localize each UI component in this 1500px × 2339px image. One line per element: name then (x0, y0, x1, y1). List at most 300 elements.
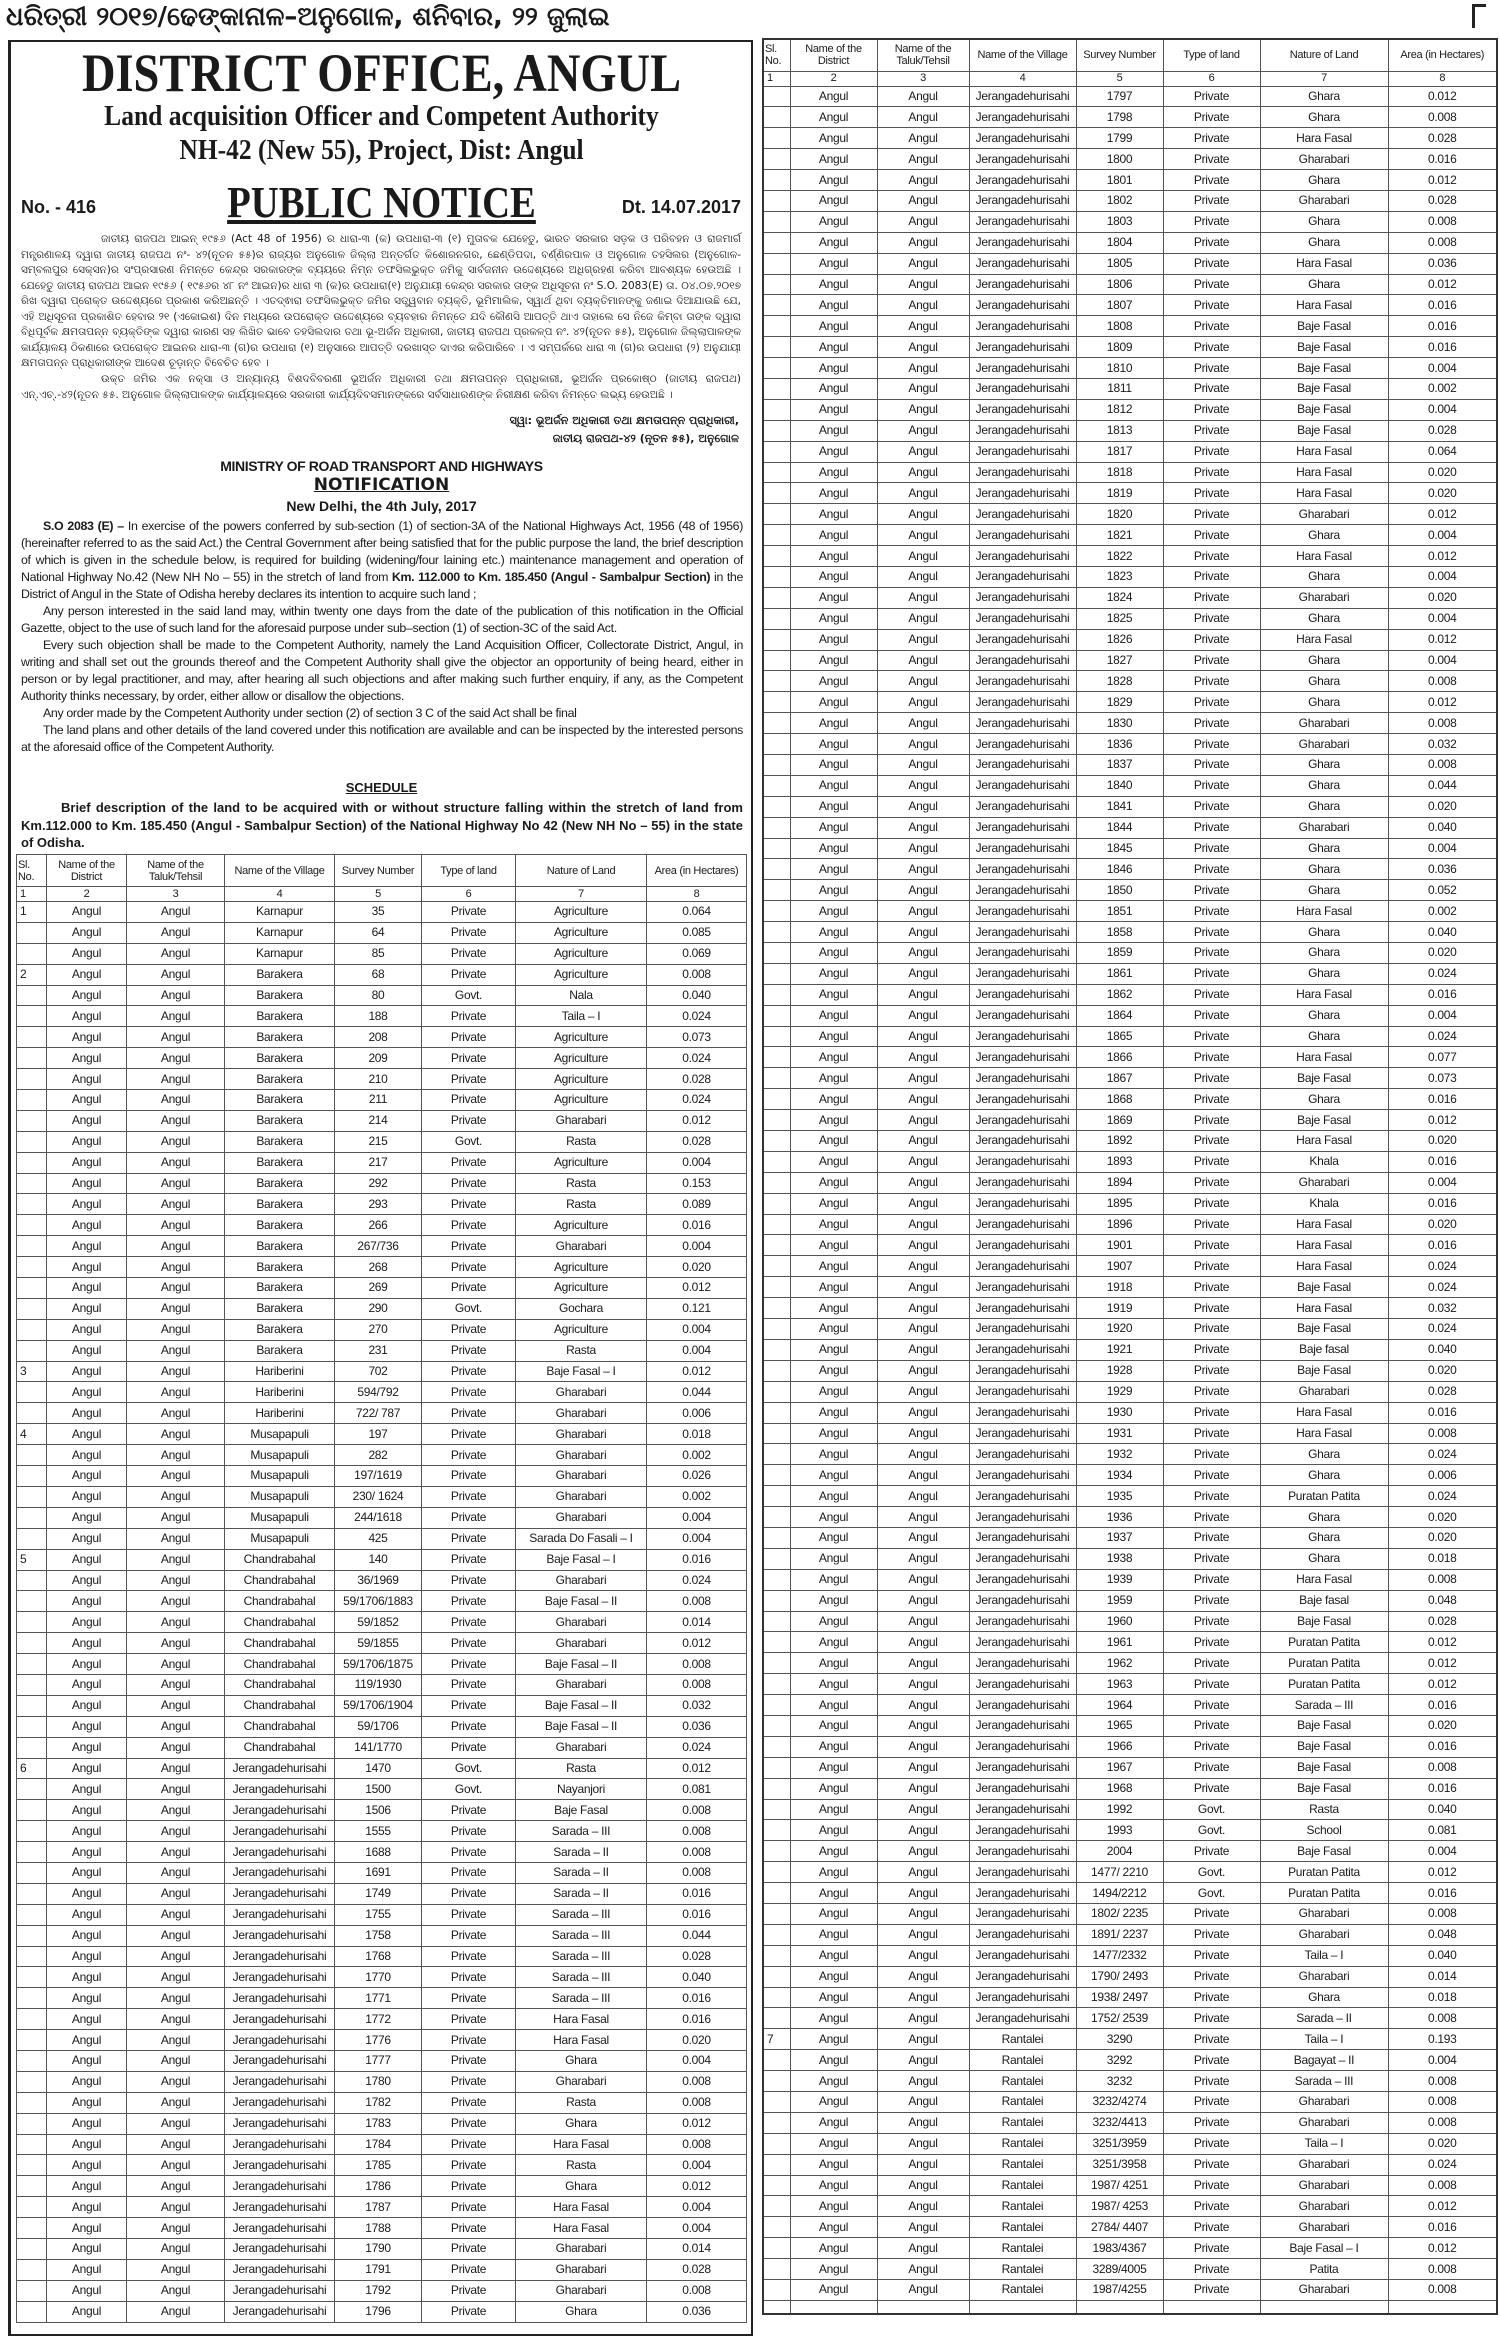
cell-sl-no (17, 2301, 47, 2322)
cell-land-type: Private (422, 1194, 516, 1215)
cell-area: 0.012 (647, 2113, 747, 2134)
cell-land-type: Private (1163, 2029, 1260, 2050)
column-number: 4 (225, 887, 335, 902)
cell-area: 0.121 (647, 1298, 747, 1319)
cell-taluk: Angul (127, 1946, 225, 1967)
cell-village: Barakera (225, 1278, 335, 1299)
cell-district: Angul (790, 1172, 877, 1193)
table-row (763, 2071, 1497, 2092)
cell-land-nature: Hara Fasal (1260, 984, 1388, 1005)
table-row (763, 1778, 1497, 1799)
notification-body (21, 518, 743, 756)
cell-survey-number: 3251/3959 (1076, 2133, 1163, 2154)
column-number: 1 (763, 71, 790, 86)
cell-land-type: Private (1163, 2071, 1260, 2092)
cell-village: Jerangadehurisahi (969, 901, 1076, 922)
cell-area: 0.024 (647, 1090, 747, 1111)
cell-district: Angul (47, 1424, 127, 1445)
cell-survey-number: 1768 (335, 1946, 422, 1967)
cell-land-type: Private (1163, 922, 1260, 943)
cell-district: Angul (790, 2029, 877, 2050)
cell-survey-number: 1783 (335, 2113, 422, 2134)
cell-land-nature: Ghara (1260, 1548, 1388, 1569)
cell-land-nature: Agriculture (516, 1069, 647, 1090)
cell-district: Angul (790, 232, 877, 253)
cell-district: Angul (47, 2134, 127, 2155)
cell-land-nature: Nayanjori (516, 1779, 647, 1800)
table-row (17, 1027, 747, 1048)
cell-area: 0.012 (1388, 1674, 1497, 1695)
cell-sl-no (763, 838, 790, 859)
cell-sl-no (763, 295, 790, 316)
cell-land-type: Private (422, 1507, 516, 1528)
cell-land-nature: Puratan Patita (1260, 1674, 1388, 1695)
cell-area: 0.036 (1388, 859, 1497, 880)
cell-land-nature: Ghara (1260, 274, 1388, 295)
cell-area: 0.024 (1388, 1026, 1497, 1047)
table-row (763, 1110, 1497, 1131)
cell-land-nature: Rasta (1260, 1799, 1388, 1820)
cell-area: 0.008 (1388, 713, 1497, 734)
cell-district: Angul (47, 1862, 127, 1883)
cell-sl-no (763, 1799, 790, 1820)
cell-area: 0.002 (1388, 378, 1497, 399)
cell-land-type: Private (422, 1215, 516, 1236)
cell-village: Jerangadehurisahi (969, 1298, 1076, 1319)
cell-land-nature: Ghara (1260, 755, 1388, 776)
cell-land-type: Private (1163, 713, 1260, 734)
cell-land-type: Private (422, 1069, 516, 1090)
cell-land-nature: Agriculture (516, 1319, 647, 1340)
table-row (17, 1445, 747, 1466)
cell-village: Barakera (225, 1048, 335, 1069)
cell-taluk: Angul (127, 1236, 225, 1257)
cell-land-type: Private (1163, 1632, 1260, 1653)
cell-survey-number: 1826 (1076, 629, 1163, 650)
cell-survey-number: 1804 (1076, 232, 1163, 253)
table-row (17, 2218, 747, 2239)
cell-sl-no (17, 2197, 47, 2218)
cell-sl-no (763, 1005, 790, 1026)
cell-taluk: Angul (877, 1611, 969, 1632)
cell-survey-number: 1819 (1076, 483, 1163, 504)
cell-land-nature: Gharabari (1260, 2092, 1388, 2113)
table-row (763, 1507, 1497, 1528)
cell-sl-no (763, 1903, 790, 1924)
cell-district: Angul (790, 1131, 877, 1152)
cell-district: Angul (47, 1069, 127, 1090)
cell-land-nature: Hara Fasal (1260, 128, 1388, 149)
cell-sl-no (763, 1214, 790, 1235)
cell-survey-number: 269 (335, 1278, 422, 1299)
table-row (17, 1570, 747, 1591)
cell-sl-no (763, 1465, 790, 1486)
cell-land-nature: Gharabari (1260, 734, 1388, 755)
cell-sl-no (763, 190, 790, 211)
cell-survey-number: 1822 (1076, 546, 1163, 567)
cell-taluk: Angul (877, 2112, 969, 2133)
cell-land-type: Private (1163, 608, 1260, 629)
cell-village: Jerangadehurisahi (969, 1172, 1076, 1193)
cell-land-type: Private (422, 1466, 516, 1487)
table-row (763, 1903, 1497, 1924)
cell-district: Angul (790, 1423, 877, 1444)
cell-survey-number: 1918 (1076, 1277, 1163, 1298)
cell-district: Angul (47, 1967, 127, 1988)
paragraph-text: In exercise of the powers conferred by sub-section (1) of section-3A of the National Highways Act, 1956 (48 of 1956) (hereinafter referred to as the said Act.) the Central Government after being satisfied that for the public purpose the land, the brief description of which is given in the schedule below, is required for building (widening/four laining etc.) maintenance management and operation of National Highway No.42 (New NH No – 55) in the stretch of land from (21, 519, 743, 584)
cell-village: Jerangadehurisahi (969, 1360, 1076, 1381)
cell-survey-number: 1796 (335, 2301, 422, 2322)
cell-district: Angul (790, 420, 877, 441)
cell-sl-no (763, 2154, 790, 2175)
cell-village: Jerangadehurisahi (225, 1904, 335, 1925)
column-number: 4 (969, 71, 1076, 86)
cell-area: 0.040 (1388, 922, 1497, 943)
table-row (763, 420, 1497, 441)
cell-land-nature: Gharabari (516, 2280, 647, 2301)
cell-village: Chandrabahal (225, 1654, 335, 1675)
cell-taluk: Angul (127, 2134, 225, 2155)
cell-area: 0.002 (647, 1486, 747, 1507)
cell-village: Jerangadehurisahi (969, 546, 1076, 567)
cell-sl-no (17, 1862, 47, 1883)
cell-survey-number: 59/1706/1883 (335, 1591, 422, 1612)
cell-area: 0.028 (1388, 128, 1497, 149)
cell-village: Jerangadehurisahi (969, 211, 1076, 232)
cell-area: 0.014 (647, 2239, 747, 2260)
cell-district: Angul (47, 1340, 127, 1361)
cell-survey-number: 1780 (335, 2071, 422, 2092)
cell-district: Angul (790, 2154, 877, 2175)
cell-sl-no (763, 504, 790, 525)
odia-paragraph-1: ଜାତୀୟ ରାଜପଥ ଆଇନ୍ ୧୯୫୬ (Act 48 of 1956) ର ଧାରା-୩ (କ) ଉପଧାରା-୩ (୧) ମୁତାବକ ଯେହେତୁ, ଭାରତ ସରକାର ସଡ଼କ ଓ ପରିବହନ ଓ ରାଜମାର୍ଗ ମନ୍ତ୍ରଣାଳୟ ଦ୍ୱାରା ଜାତୀୟ ରାଜପଥ ନଂ- ୪୨(ନୂତନ ୫୫)ର ରାଜ୍ୟର ଅନୁଗୋଳ ଜିଲ୍ଲା ଅନ୍ତର୍ଗତ କିଶୋରନଗର, ଛେଣ୍ଡିପଦା, ବର୍ଣ୍ଣିରପାଳ ଓ ଅନୁଗୋଳ ତହସିଲର (ଅନୁଗୋଳ-ସମ୍ବଲପୁର ସେକ୍ସନ)ର ସଂପ୍ରସାରଣ ନିମନ୍ତେ କେନ୍ଦ୍ର ସରକାରଙ୍କ ବ୍ୟୟରେ ନିମ୍ନ ତଫସିଲଭୁକ୍ତ ଜମିକୁ ସାର୍ବଜନୀନ ଉଦ୍ଦେଶ୍ୟରେ ଅଧିଗ୍ରହଣ କରିବା ଆବଶ୍ୟକ ହେଉଅଛି । ଯେହେତୁ ଜାତୀୟ ରାଜପଥ ଆଇନ ୧୯୫୬ ( ୧୯୫୬ର ୪୮ ନଂ ଆଇନ)ର ଧାରା ୩ (କ)ର ଉପଧାରା(୧) ଅନୁଯାୟୀ କେନ୍ଦ୍ର ସରକାର ତାଙ୍କ ଅଧିସୂଚନା ନଂ S.O. 2083(E) ତା. ୦୪.୦୭.୨୦୧୭ ରିଖ ଦ୍ୱାରା ପ୍ରୋକ୍ତ ଉଦ୍ଦେଶ୍ୟରେ ପ୍ରକାଶ କରିଅଛନ୍ତି । ଏତଦ୍ଵାରା ତଫସିଲଭୁକ୍ତ ଜମିର ସତ୍ତ୍ୱବାନ ବ୍ୟକ୍ତି, ଭୂମିମାଲିକ, ସ୍ୱାର୍ଥ ଥିବା ବ୍ୟକ୍ତିମାନଙ୍କୁ ଜଣାଇ ଦିଆଯାଉଛି ଯେ, ଏହି ଅଧିସୂଚନା ପ୍ରକାଶିତ ହେବାର ୨୧ (ଏକୋଇଶ) ଦିନ ମଧ୍ୟରେ ଉପରୋକ୍ତ ଉଦ୍ଦେଶ୍ୟରେ ବ୍ୟବହାର ନିମନ୍ତେ ଯଦି କୌଣସି ଆପତ୍ତି ଥାଏ ତାହାଲେ ସେ ନିଜେ କିମ୍ବା ତାଙ୍କ ଦ୍ୱାରା ବିଧିପୂର୍ବକ କ୍ଷମତାପନ୍ନ ବ୍ୟକ୍ତିଙ୍କ ଦ୍ୱାରା କାରଣ ସହ ଲିଖିତ ଭାବେ ତହସିଲଦାର ତଥା ଭୂ-ଅର୍ଜନ ଅଧିକାରୀ, ଜାତୀୟ ରାଜପଥ ପ୍ରକଳ୍ପ ନଂ. ୪୨(ନୂତନ ୫୫), ଅନୁଗୋଳ ଜିଲ୍ଲାପାଳଙ୍କ କାର୍ଯ୍ୟାଳୟ ଠିକଣାରେ ଉପରୋକ୍ତ ଆଇନର ଧାରା-୩ (ଗ)ର ଉପଧାରା (୧) ଅନୁସାରେ ଆପତ୍ତି ଦରଖାସ୍ତ ଦାଏର କରିପାରିବେ । ଏ ସମ୍ପର୍କରେ ଧାରା ୩ (ଗ)ର ଉପଧାରା (୨) ଅନୁଯାୟୀ କ୍ଷମତାପନ୍ନ ପ୍ରାଧିକାରୀଙ୍କ ଆଦେଶ ଚୂଡ଼ାନ୍ତ ବିବେଚିତ ହେବ । (21, 233, 741, 369)
cell-sl-no (17, 1173, 47, 1194)
cell-land-type: Private (1163, 1444, 1260, 1465)
cell-area: 0.020 (647, 1257, 747, 1278)
table-row (17, 985, 747, 1006)
cell-village: Barakera (225, 1090, 335, 1111)
cell-land-type: Private (1163, 1214, 1260, 1235)
cell-land-type: Private (1163, 1026, 1260, 1047)
cell-village: Barakera (225, 1340, 335, 1361)
cell-area: 0.016 (647, 1215, 747, 1236)
cell-land-nature: Bagayat – II (1260, 2050, 1388, 2071)
cell-sl-no (763, 2175, 790, 2196)
cell-taluk: Angul (127, 1194, 225, 1215)
cell-land-type: Private (1163, 2196, 1260, 2217)
cell-land-type: Private (1163, 1527, 1260, 1548)
cell-area: 0.004 (1388, 1005, 1497, 1026)
table-row (763, 1214, 1497, 1235)
table-row (17, 2259, 747, 2280)
cell-land-nature: Rasta (516, 1131, 647, 1152)
cell-sl-no (763, 692, 790, 713)
cell-district: Angul (47, 2092, 127, 2113)
table-row (763, 838, 1497, 859)
cell-area: 0.008 (1388, 107, 1497, 128)
cell-area: 0.020 (1388, 1131, 1497, 1152)
cell-survey-number: 1688 (335, 1842, 422, 1863)
cell-area: 0.036 (647, 1716, 747, 1737)
cell-area: 0.024 (1388, 2154, 1497, 2175)
cell-land-type: Private (1163, 1256, 1260, 1277)
column-header-area: Area (in Hectares) (1388, 39, 1497, 71)
table-row (763, 2092, 1497, 2113)
cell-district: Angul (790, 1632, 877, 1653)
cell-land-nature: Agriculture (516, 1152, 647, 1173)
table-row (763, 1548, 1497, 1569)
cell-survey-number: 1787 (335, 2197, 422, 2218)
cell-land-nature: Hara Fasal (516, 2197, 647, 2218)
cell-land-nature: Hara Fasal (1260, 1256, 1388, 1277)
cell-taluk: Angul (127, 943, 225, 964)
column-number: 5 (1076, 71, 1163, 86)
table-row (763, 1005, 1497, 1026)
cell-district: Angul (790, 149, 877, 170)
cell-district: Angul (47, 2176, 127, 2197)
cell-land-type: Private (1163, 107, 1260, 128)
cell-taluk: Angul (877, 1924, 969, 1945)
cell-district: Angul (790, 796, 877, 817)
cell-village: Jerangadehurisahi (969, 1277, 1076, 1298)
cell-district: Angul (790, 441, 877, 462)
table-row (763, 1862, 1497, 1883)
cell-area: 0.036 (1388, 253, 1497, 274)
cell-sl-no (763, 566, 790, 587)
cell-taluk: Angul (877, 525, 969, 546)
table-row (763, 2175, 1497, 2196)
cell-taluk: Angul (877, 1235, 969, 1256)
cell-survey-number: 1992 (1076, 1799, 1163, 1820)
cell-area: 0.008 (647, 2134, 747, 2155)
cell-land-type: Private (1163, 378, 1260, 399)
cell-area: 0.006 (647, 1403, 747, 1424)
cell-district: Angul (47, 1946, 127, 1967)
cell-land-type: Private (1163, 775, 1260, 796)
cell-district: Angul (790, 2196, 877, 2217)
cell-land-type: Private (1163, 420, 1260, 441)
cell-area: 0.008 (1388, 1757, 1497, 1778)
cell-taluk: Angul (877, 2008, 969, 2029)
column-header-sl-no: Sl. No. (763, 39, 790, 71)
cell-taluk: Angul (127, 1215, 225, 1236)
cell-land-type: Govt. (422, 1758, 516, 1779)
cell-land-nature: Baje Fasal – II (516, 1695, 647, 1716)
cell-village: Karnapur (225, 922, 335, 943)
cell-sl-no (763, 734, 790, 755)
table-row (17, 1215, 747, 1236)
cell-village: Musapapuli (225, 1424, 335, 1445)
cell-district: Angul (47, 2301, 127, 2322)
cell-land-nature: Gharabari (516, 1445, 647, 1466)
cell-land-nature: Sarada – II (1260, 2008, 1388, 2029)
cell-sl-no (17, 1988, 47, 2009)
cell-land-type: Private (1163, 2280, 1260, 2301)
cell-taluk: Angul (877, 1548, 969, 1569)
cell-sl-no (763, 337, 790, 358)
cell-district: Angul (790, 1757, 877, 1778)
column-header-land-nature: Nature of Land (1260, 39, 1388, 71)
cell-sl-no (17, 1737, 47, 1758)
cell-land-type: Private (1163, 943, 1260, 964)
cell-sl-no (763, 232, 790, 253)
cell-district: Angul (790, 378, 877, 399)
cell-taluk: Angul (877, 2029, 969, 2050)
cell-sl-no: 7 (763, 2029, 790, 2050)
cell-survey-number: 1966 (1076, 1736, 1163, 1757)
cell-village: Barakera (225, 1319, 335, 1340)
cell-sl-no (763, 963, 790, 984)
cell-survey-number: 1891/ 2237 (1076, 1924, 1163, 1945)
cell-taluk: Angul (877, 1507, 969, 1528)
cell-district: Angul (790, 462, 877, 483)
cell-taluk: Angul (877, 253, 969, 274)
table-row (763, 1820, 1497, 1841)
cell-village: Jerangadehurisahi (969, 1026, 1076, 1047)
cell-area: 0.040 (647, 985, 747, 1006)
cell-sl-no (763, 608, 790, 629)
cell-survey-number: 1555 (335, 1821, 422, 1842)
cell-land-nature: Baje Fasal – I (516, 1361, 647, 1382)
cell-district: Angul (47, 964, 127, 985)
cell-survey-number: 1817 (1076, 441, 1163, 462)
cell-area: 0.012 (1388, 692, 1497, 713)
cell-area: 0.012 (647, 1110, 747, 1131)
cell-sl-no (763, 1026, 790, 1047)
cell-taluk: Angul (877, 399, 969, 420)
cell-district: Angul (47, 985, 127, 1006)
cell-village: Jerangadehurisahi (969, 1674, 1076, 1695)
cell-survey-number: 1776 (335, 2030, 422, 2051)
cell-sl-no (763, 1883, 790, 1904)
cell-area: 0.008 (1388, 671, 1497, 692)
blank-cell (1388, 2300, 1497, 2314)
cell-village: Jerangadehurisahi (225, 2092, 335, 2113)
column-header-sl-no: Sl. No. (17, 855, 47, 887)
cell-village: Jerangadehurisahi (969, 378, 1076, 399)
cell-land-nature: Patita (1260, 2259, 1388, 2280)
cell-land-nature: Gharabari (516, 2239, 647, 2260)
cell-land-type: Private (1163, 2133, 1260, 2154)
cell-taluk: Angul (127, 1152, 225, 1173)
cell-area: 0.024 (1388, 1277, 1497, 1298)
cell-land-type: Private (422, 902, 516, 923)
cell-sl-no (763, 170, 790, 191)
cell-area: 0.014 (1388, 1966, 1497, 1987)
cell-taluk: Angul (127, 1925, 225, 1946)
table-row (763, 1235, 1497, 1256)
cell-land-type: Private (1163, 1360, 1260, 1381)
cell-land-nature: Gharabari (516, 1466, 647, 1487)
cell-area: 0.016 (1388, 984, 1497, 1005)
cell-area: 0.008 (647, 1800, 747, 1821)
column-number: 6 (1163, 71, 1260, 86)
cell-area: 0.004 (647, 1319, 747, 1340)
cell-area: 0.020 (1388, 1214, 1497, 1235)
cell-survey-number: 722/ 787 (335, 1403, 422, 1424)
table-row (763, 358, 1497, 379)
cell-village: Jerangadehurisahi (225, 2071, 335, 2092)
cell-sl-no (17, 2134, 47, 2155)
cell-district: Angul (47, 1403, 127, 1424)
cell-land-nature: Hara Fasal (516, 2030, 647, 2051)
table-row (17, 1674, 747, 1695)
cell-land-nature: Gharabari (1260, 713, 1388, 734)
cell-survey-number: 1892 (1076, 1131, 1163, 1152)
cell-land-nature: Gharabari (1260, 1903, 1388, 1924)
cell-land-nature: Ghara (1260, 211, 1388, 232)
cell-sl-no (763, 483, 790, 504)
cell-district: Angul (790, 2280, 877, 2301)
cell-land-type: Private (1163, 1486, 1260, 1507)
cell-land-type: Private (422, 1445, 516, 1466)
cell-land-type: Govt. (1163, 1820, 1260, 1841)
table-row (17, 1988, 747, 2009)
cell-area: 0.012 (1388, 274, 1497, 295)
blank-cell (763, 2300, 790, 2314)
cell-land-type: Private (422, 2050, 516, 2071)
cell-land-type: Private (1163, 2238, 1260, 2259)
cell-taluk: Angul (127, 2050, 225, 2071)
cell-land-nature: Ghara (1260, 775, 1388, 796)
cell-land-type: Private (1163, 1569, 1260, 1590)
table-row (763, 295, 1497, 316)
cell-village: Jerangadehurisahi (969, 984, 1076, 1005)
cell-sl-no: 3 (17, 1361, 47, 1382)
table-row (763, 1465, 1497, 1486)
cell-area: 0.008 (647, 1842, 747, 1863)
cell-area: 0.004 (1388, 1172, 1497, 1193)
cell-village: Jerangadehurisahi (969, 1047, 1076, 1068)
cell-village: Jerangadehurisahi (969, 190, 1076, 211)
cell-land-type: Private (422, 1591, 516, 1612)
cell-land-type: Private (1163, 399, 1260, 420)
cell-village: Jerangadehurisahi (969, 650, 1076, 671)
cell-survey-number: 1895 (1076, 1193, 1163, 1214)
cell-survey-number: 3251/3958 (1076, 2154, 1163, 2175)
cell-village: Rantalei (969, 2092, 1076, 2113)
cell-survey-number: 1961 (1076, 1632, 1163, 1653)
cell-land-type: Private (1163, 316, 1260, 337)
cell-survey-number: 1930 (1076, 1402, 1163, 1423)
cell-land-nature: Khala (1260, 1151, 1388, 1172)
cell-village: Jerangadehurisahi (969, 1005, 1076, 1026)
cell-area: 0.004 (1388, 650, 1497, 671)
cell-land-nature: Agriculture (516, 902, 647, 923)
cell-survey-number: 1931 (1076, 1423, 1163, 1444)
cell-sl-no (763, 2259, 790, 2280)
cell-village: Jerangadehurisahi (969, 1319, 1076, 1340)
cell-area: 0.012 (1388, 546, 1497, 567)
cell-village: Karnapur (225, 902, 335, 923)
cell-land-type: Private (1163, 1924, 1260, 1945)
cell-land-type: Private (422, 1278, 516, 1299)
cell-area: 0.008 (1388, 2092, 1497, 2113)
cell-village: Jerangadehurisahi (225, 1946, 335, 1967)
cell-land-nature: Gharabari (1260, 2175, 1388, 2196)
cell-area: 0.004 (1388, 525, 1497, 546)
cell-land-type: Private (1163, 734, 1260, 755)
cell-area: 0.036 (647, 2301, 747, 2322)
cell-survey-number: 1777 (335, 2050, 422, 2071)
cell-survey-number: 119/1930 (335, 1674, 422, 1695)
cell-land-type: Private (422, 1090, 516, 1111)
authority-subtitle: Land acquisition Officer and Competent Authority (104, 100, 659, 132)
cell-land-type: Private (422, 2197, 516, 2218)
cell-taluk: Angul (127, 1507, 225, 1528)
cell-survey-number: 1829 (1076, 692, 1163, 713)
cell-taluk: Angul (877, 1360, 969, 1381)
